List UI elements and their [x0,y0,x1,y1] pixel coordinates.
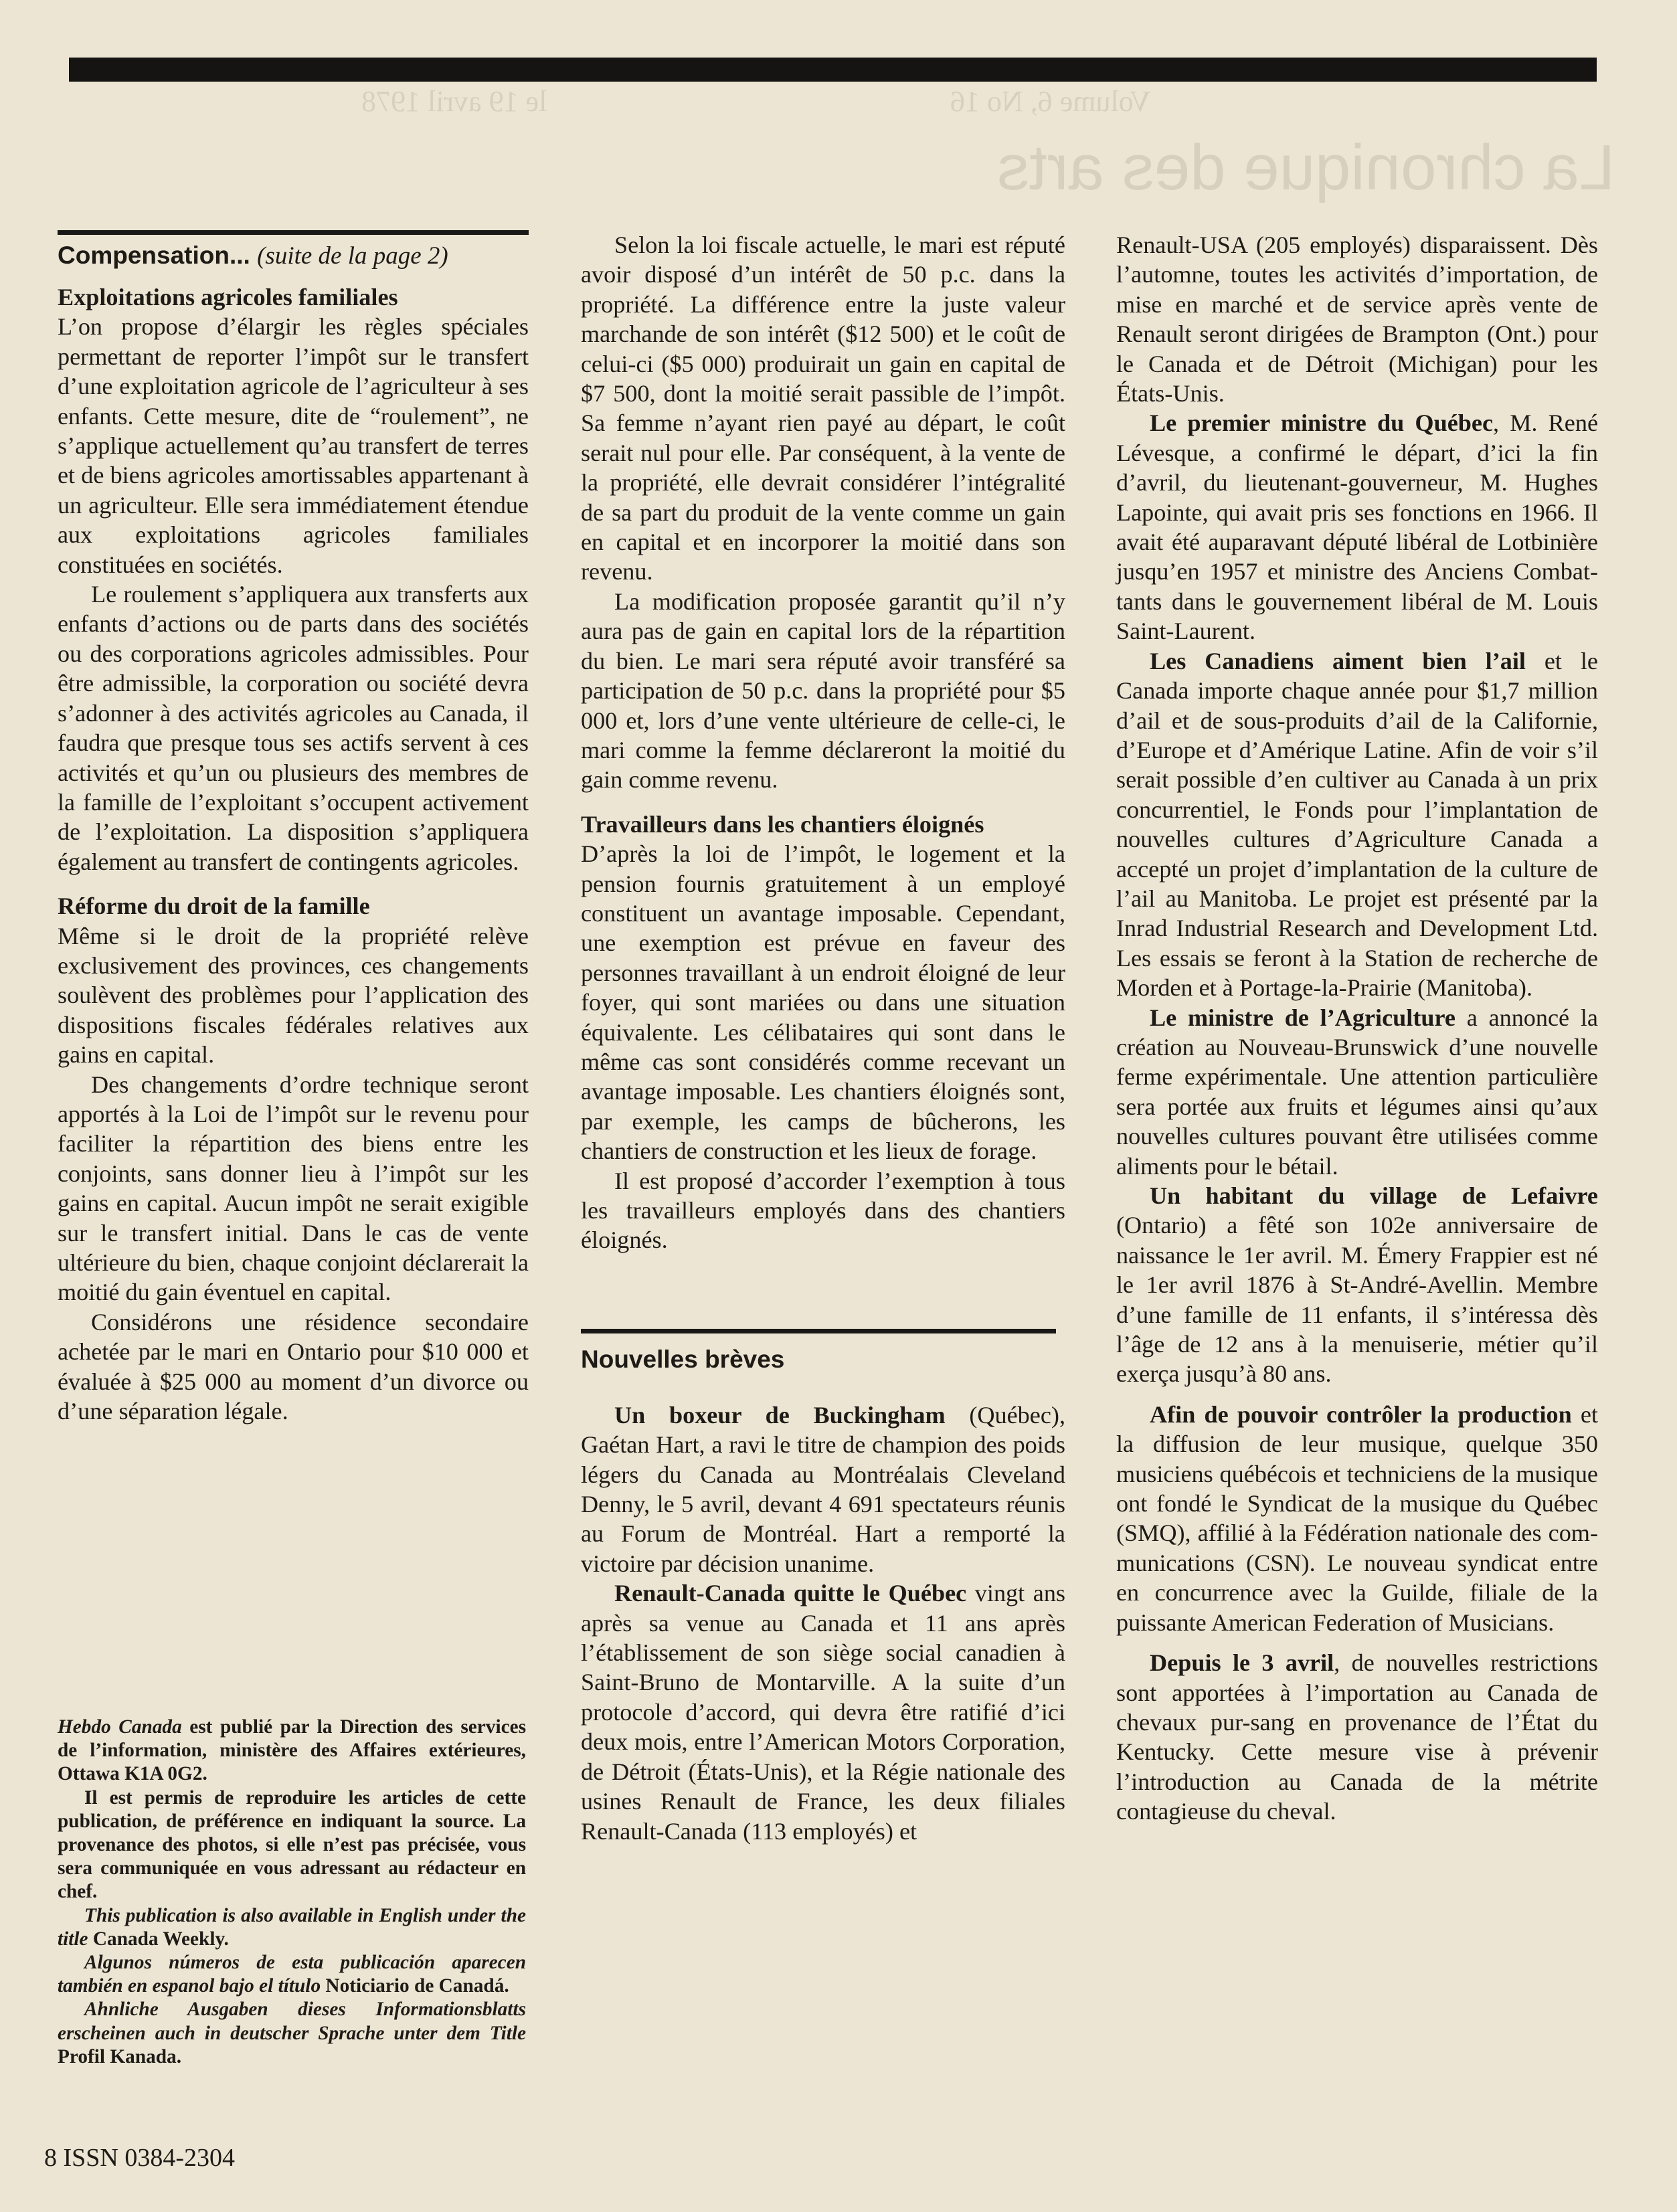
news-item [581,1400,1065,1578]
colophon-reproduction: Il est permis de reproduire les articles de cette publication, de préférence en indiquant la source. La provenance des photos, si elle n’est pas précisée, vous sera communiquée en vous adressant au rédacteur en chef. [58,1786,526,1903]
paragraph: Des changements d’ordre technique seront apportés à la Loi de l’impôt sur le revenu pour faciliter la répartition des biens entre les conjoints, sans donner lieu à l’impôt sur les gains en capital. Aucun impôt ne serait exigible sur le transfert initial. Dans le cas de vente ultérieure du bien, chaque conjoint déclarerait la moitié du gain éventuel en capital. [58,1071,529,1306]
news-item [1116,1003,1598,1181]
colophon-text: est publié par la Direction des services de l’information, ministère des Affaires extérieures, Ottawa K1A 0G2. [58,1716,526,1785]
column-right [1116,230,1598,1827]
news-lead: Les Canadiens aiment bien l’ail [1150,647,1526,674]
news-text: , de nouvelles restrictions sont apportées à l’importation au Canada de chevaux pur-sang en provenance de l’État du Kentucky. Cette mesure vise à prévenir l’introduction au Canada de la métrite contagieuse du cheval. [1116,1649,1598,1825]
news-lead: Le ministre de l’Agriculture [1150,1004,1455,1031]
colophon-english [58,1904,526,1951]
paragraph: Le roulement s’appliquera aux transferts aux enfants d’actions ou de parts dans des sociétés ou des corporations agricoles admissibles. Pour être admissible, la corporation ou société devra s’adonner à des activités agricoles au Canada, il faudra que presque tous ses actifs servent à ces activités et qu’un ou plusieurs des membres de la famille de l’exploitant s’occupent activement de l’exploitation. La disposition s’appliquera également au transfert de contingents agricoles. [58,581,529,875]
paragraph: Considérons une résidence secondaire achetée par le mari en Ontario pour $10 000 et évaluée à $25 000 au moment d’un divorce ou d’une séparation légale. [58,1308,529,1425]
paragraph: L’on propose d’élargir les règles spéciales permettant de reporter l’impôt sur le transfert d’une exploitation agricole de l’agriculteur à ses enfants. Cette mesure, dite de “roulement”, ne s’applique actuellement qu’au transfert de terres et de biens agricoles amortissables appartenant à un agriculteur. Elle sera immédiatement étendue aux exploitations agricoles familiales constituées en sociétés. [58,313,529,578]
header-continuation-note: (suite de la page 2) [257,242,448,270]
header-title: Compensation... [58,242,250,269]
continuation-header [58,239,529,273]
subheading-family-farms: Exploitations agricoles familiales [58,284,398,310]
bleed-through-date: le 19 avril 1978 [361,85,547,118]
news-item [1116,408,1598,646]
news-lead: Renault-Canada quitte le Québec [614,1580,967,1607]
page-folio: 8 ISSN 0384-2304 [44,2144,236,2172]
colophon-title: Profil Kanada. [58,2045,182,2067]
colophon-text: This publication is also available in English under the title [58,1904,526,1950]
paragraph: Selon la loi fiscale actuelle, le mari est réputé avoir disposé d’un intérêt de 50 p.c. dans la propriété. La différence entre la juste valeur marchande de son intérêt ($12 500) et le coût de celui-ci ($5 000) produirait un gain en capital de $7 500, dont la moitié serait passible de l’impôt. Sa femme n’ayant rien payé au départ, le coût serait nul pour elle. Par conséquent, à la vente de la propriété, elle devrait considérer l’intégralité de sa part du produit de la vente comme un gain en capital et en incorporer la moitié dans son revenu. [581,232,1065,585]
colophon-title: Canada Weekly. [88,1928,229,1950]
colophon-title: Noticiario de Canadá. [321,1975,509,1997]
colophon-text: Algunos números de esta publicación aparecen también en espanol bajo el título [58,1952,526,1997]
news-lead: Afin de pouvoir contrôler la production [1150,1400,1572,1428]
paragraph: Même si le droit de la propriété relève exclusivement des provinces, ces changements soulèvent des problèmes pour l’application des dispositions fiscales fédérales relatives aux gains en capital. [58,922,529,1069]
news-text: (Québec), Gaétan Hart, a ravi le titre de champion des poids légers du Canada au Montréalais Cleveland Denny, le 5 avril, devant 4 691 spectateurs réunis au Forum de Montréal. Hart a remporté la victoire par décision unanime. [581,1401,1066,1577]
top-rule [69,58,1597,82]
news-text: et la diffusion de leur musique, quelque 350 musiciens québécois et techniciens de la musique ont fondé le Syndicat de la musique du Québec (SMQ), affilié à la Fédération nationale des communications (CSN). Le nouveau syndicat entre en concurrence avec la Guilde, filiale de la puissante American Federation of Musicians. [1116,1400,1598,1636]
news-lead: Depuis le 3 avril [1150,1649,1334,1677]
colophon-german [58,1998,526,2069]
paragraph: Renault-USA (205 employés) disparaissent. Dès l’automne, toutes les activités d’importation, de mise en marché et de service après vente de Renault seront dirigées de Brampton (Ont.) pour le Canada et de Détroit (Michigan) pour les États-Unis. [1116,232,1598,407]
subheading-remote-workers: Travailleurs dans les chantiers éloignés [581,810,984,838]
section-rule [58,230,529,235]
colophon-publisher [58,1716,526,1786]
colophon-spanish [58,1951,526,1998]
colophon [58,1716,526,2069]
colophon-text: Ahnliche Ausgaben dieses Informationsblatts erscheinen auch in deutscher Sprache unter dem Title [58,1999,526,2044]
publication-title: Hebdo Canada [58,1716,182,1738]
news-section-header: Nouvelles brèves [581,1345,785,1373]
section-rule [581,1329,1056,1333]
news-text: vingt ans après sa venue au Canada et 11 ans après l’établissement de son siège social canadien à Saint-Bruno de Montarville. A la suite d’un protocole d’accord, qui devra être ratifié d’ici deux mois, entre l’American Motors Corporation, de Détroit (États-Unis), et la Régie nationale des usines Renault de France, les deux filiales Renault-Canada (113 employés) et [581,1580,1065,1845]
news-lead: Le premier ministre du Québec [1150,409,1494,437]
news-text: a annoncé la création au Nouveau-Brunswick d’une nouvelle ferme expérimentale. Une attention particulière sera portée aux fruits et légumes ainsi qu’aux nouvelles cultures pouvant être utilisées comme aliments pour le bétail. [1116,1004,1598,1180]
paragraph: D’après la loi de l’impôt, le logement et la pension fournis gratuitement à un employé constituent un avantage imposable. Cependant, une exemption est prévue en faveur des personnes travaillant à un endroit éloigné de leur foyer, qui sont mariées ou dans une situation équivalente. Les célibataires qui sont dans le même cas sont considérés comme recevant un avantage imposable. Les chantiers éloignés sont, par exemple, les camps de bûcherons, les chantiers de construction et les lieux de forage. [581,840,1065,1165]
column-left [58,230,529,1426]
news-item [1116,1648,1598,1826]
news-text: (Ontario) a fêté son 102e anniversaire de naissance le 1er avril. M. Émery Frappier est né le 1er avril 1876 à St-André-Avellin. Membre d’une famille de 11 enfants, il s’intéressa dès l’âge de 12 ans à la menuiserie, métier qu’il exerça jusqu’à 80 ans. [1116,1212,1598,1388]
bleed-through-volume: Volume 6, No 16 [950,85,1151,118]
news-text: et le Canada importe chaque année pour $1,7 million d’ail et de sous-produits d’ail de la Californie, d’Europe et d’Amérique Latine. Afin de voir s’il serait possible d’en cultiver au Canada à un prix concurrentiel, le Fonds pour l’implantation de nouvelles cultures d’Agriculture Canada a accepté un projet d’implantation de la culture de l’ail au Manitoba. Le projet est présenté par la Inrad Industrial Research and Development Ltd. Les essais se feront à la Station de recherche de Morden et à Portage-la-Prairie (Manitoba). [1116,647,1598,1002]
news-item [1116,1400,1598,1637]
news-lead: Un boxeur de Buckingham [614,1401,946,1428]
paragraph: Il est proposé d’accorder l’exemption à tous les travailleurs employés dans des chantiers éloignés. [581,1167,1065,1254]
news-lead: Un habitant du village de Lefaivre [1150,1182,1598,1209]
bleed-through-section-title: La chronique des arts [997,132,1615,203]
paragraph: La modification proposée garantit qu’il n’y aura pas de gain en capital lors de la répartition du bien. Le mari sera réputé avoir transféré sa participation de 50 p.c. dans la propriété pour $5 000 et, lors d’une vente ultérieure de celle-ci, le mari comme la femme déclareront la moitié du gain comme revenu. [581,587,1065,794]
subheading-family-law: Réforme du droit de la famille [58,893,370,920]
news-item [1116,646,1598,1003]
column-middle [581,230,1065,1846]
news-item [1116,1181,1598,1389]
news-item [581,1578,1065,1846]
news-text: , M. René Lévesque, a confirmé le départ, d’ici la fin d’avril, du lieutenant-gouverneur, M. Hughes Lapointe, qui avait pris ses fonctions en 1966. Il avait été auparavant député libéral de Lotbinière jusqu’en 1957 et ministre des Anciens Combattants dans le gouvernement libéral de M. Louis Saint-Laurent. [1116,409,1599,645]
